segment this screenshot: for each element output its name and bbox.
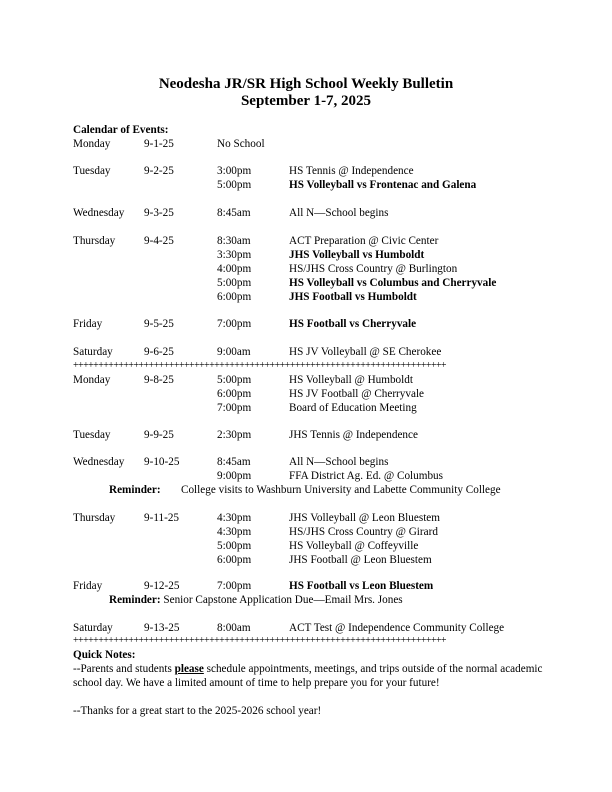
event-name: HS/JHS Cross Country @ Burlington	[289, 263, 458, 275]
event-row	[0, 580, 612, 594]
event-row	[0, 207, 612, 221]
note-emphasis: please	[174, 663, 204, 675]
day-label: Friday	[73, 318, 103, 330]
quick-notes-label: Quick Notes:	[73, 649, 136, 661]
event-row	[0, 263, 612, 277]
event-row	[0, 622, 612, 636]
event-name: HS/JHS Cross Country @ Girard	[289, 526, 438, 538]
event-time: 4:00pm	[217, 263, 252, 275]
section-divider: ++++++++++++++++++++++++++++++++++++++++++++++++++++++++++++++++++++++++++	[73, 362, 446, 370]
day-label: Wednesday	[73, 207, 125, 219]
event-row	[0, 249, 612, 263]
event-row	[0, 429, 612, 443]
event-name: ACT Test @ Independence Community College	[289, 622, 505, 634]
note-text: --Parents and students	[73, 663, 175, 675]
date-label: 9-10-25	[144, 456, 180, 468]
event-row	[0, 318, 612, 332]
event-time: 6:00pm	[217, 554, 252, 566]
event-time: 6:00pm	[217, 291, 252, 303]
event-time: 3:30pm	[217, 249, 252, 261]
day-label: Thursday	[73, 512, 116, 524]
event-row	[0, 402, 612, 416]
event-name: HS JV Football @ Cherryvale	[289, 388, 425, 400]
note-text: schedule appointments, meetings, and trips outside of the normal academic school day. We have a limited amount of time to help prepare you for your future!	[73, 663, 543, 689]
date-label: 9-6-25	[144, 346, 174, 358]
day-label: Tuesday	[73, 429, 111, 441]
event-row	[0, 374, 612, 388]
event-name: JHS Volleyball vs Humboldt	[289, 249, 425, 261]
reminder-text: Senior Capstone Application Due—Email Mrs. Jones	[163, 594, 403, 606]
calendar-label: Calendar of Events:	[73, 124, 169, 136]
event-time: 7:00pm	[217, 318, 252, 330]
day-label: Monday	[73, 138, 111, 150]
reminder-line	[109, 594, 403, 608]
day-label: Thursday	[73, 235, 116, 247]
event-time: 8:00am	[217, 622, 251, 634]
event-name: JHS Football vs Humboldt	[289, 291, 417, 303]
event-time: 5:00pm	[217, 374, 252, 386]
event-name: HS Football vs Leon Bluestem	[289, 580, 434, 592]
event-name: ACT Preparation @ Civic Center	[289, 235, 439, 247]
event-name: HS Volleyball @ Humboldt	[289, 374, 413, 386]
event-time: 6:00pm	[217, 388, 252, 400]
day-label: Saturday	[73, 622, 113, 634]
event-row	[0, 165, 612, 179]
date-label: 9-5-25	[144, 318, 174, 330]
date-label: 9-11-25	[144, 512, 180, 524]
event-name: HS Tennis @ Independence	[289, 165, 414, 177]
event-time: 9:00am	[217, 346, 251, 358]
event-time: 7:00pm	[217, 580, 252, 592]
event-time: 5:00pm	[217, 277, 252, 289]
day-label: Tuesday	[73, 165, 111, 177]
bulletin-title: Neodesha JR/SR High School Weekly Bulletin	[158, 76, 454, 92]
event-time: 9:00pm	[217, 470, 252, 482]
event-time: 2:30pm	[217, 429, 252, 441]
event-row	[0, 138, 612, 152]
section-divider: ++++++++++++++++++++++++++++++++++++++++++++++++++++++++++++++++++++++++++	[73, 637, 446, 645]
event-name: HS Volleyball @ Coffeyville	[289, 540, 419, 552]
event-row	[0, 456, 612, 470]
reminder-label: Reminder:	[109, 484, 161, 496]
event-note: No School	[217, 138, 265, 150]
date-label: 9-3-25	[144, 207, 174, 219]
event-row	[0, 277, 612, 291]
event-name: Board of Education Meeting	[289, 402, 417, 414]
reminder-label: Reminder:	[109, 594, 161, 606]
event-row	[0, 388, 612, 402]
event-time: 3:00pm	[217, 165, 252, 177]
event-time: 4:30pm	[217, 512, 252, 524]
bulletin-date-range: September 1-7, 2025	[240, 93, 372, 109]
event-time: 8:30am	[217, 235, 251, 247]
day-label: Saturday	[73, 346, 113, 358]
event-row	[0, 512, 612, 526]
event-time: 8:45am	[217, 207, 251, 219]
event-row	[0, 179, 612, 193]
event-time: 5:00pm	[217, 179, 252, 191]
event-time: 8:45am	[217, 456, 251, 468]
event-time: 5:00pm	[217, 540, 252, 552]
date-label: 9-1-25	[144, 138, 174, 150]
event-name: All N—School begins	[289, 207, 389, 219]
date-label: 9-12-25	[144, 580, 180, 592]
event-name: JHS Tennis @ Independence	[289, 429, 418, 441]
event-name: FFA District Ag. Ed. @ Columbus	[289, 470, 443, 482]
day-label: Friday	[73, 580, 103, 592]
event-name: HS JV Volleyball @ SE Cherokee	[289, 346, 442, 358]
day-label: Monday	[73, 374, 111, 386]
event-row	[0, 540, 612, 554]
date-label: 9-8-25	[144, 374, 174, 386]
date-label: 9-4-25	[144, 235, 174, 247]
date-label: 9-2-25	[144, 165, 174, 177]
day-label: Wednesday	[73, 456, 125, 468]
event-row	[0, 526, 612, 540]
quick-note-paragraph	[73, 663, 543, 691]
event-name: HS Football vs Cherryvale	[289, 318, 417, 330]
event-time: 7:00pm	[217, 402, 252, 414]
date-label: 9-9-25	[144, 429, 174, 441]
reminder-line	[109, 484, 501, 498]
reminder-text: College visits to Washburn University and Labette Community College	[181, 484, 501, 496]
event-name: All N—School begins	[289, 456, 389, 468]
event-time: 4:30pm	[217, 526, 252, 538]
date-label: 9-13-25	[144, 622, 180, 634]
event-name: HS Volleyball vs Frontenac and Galena	[289, 179, 477, 191]
event-name: HS Volleyball vs Columbus and Cherryvale	[289, 277, 497, 289]
event-row	[0, 470, 612, 484]
event-row	[0, 346, 612, 360]
event-row	[0, 554, 612, 568]
event-name: JHS Football @ Leon Bluestem	[289, 554, 432, 566]
event-row	[0, 291, 612, 305]
event-row	[0, 235, 612, 249]
quick-note-thanks: --Thanks for a great start to the 2025-2026 school year!	[73, 705, 322, 717]
event-name: JHS Volleyball @ Leon Bluestem	[289, 512, 440, 524]
